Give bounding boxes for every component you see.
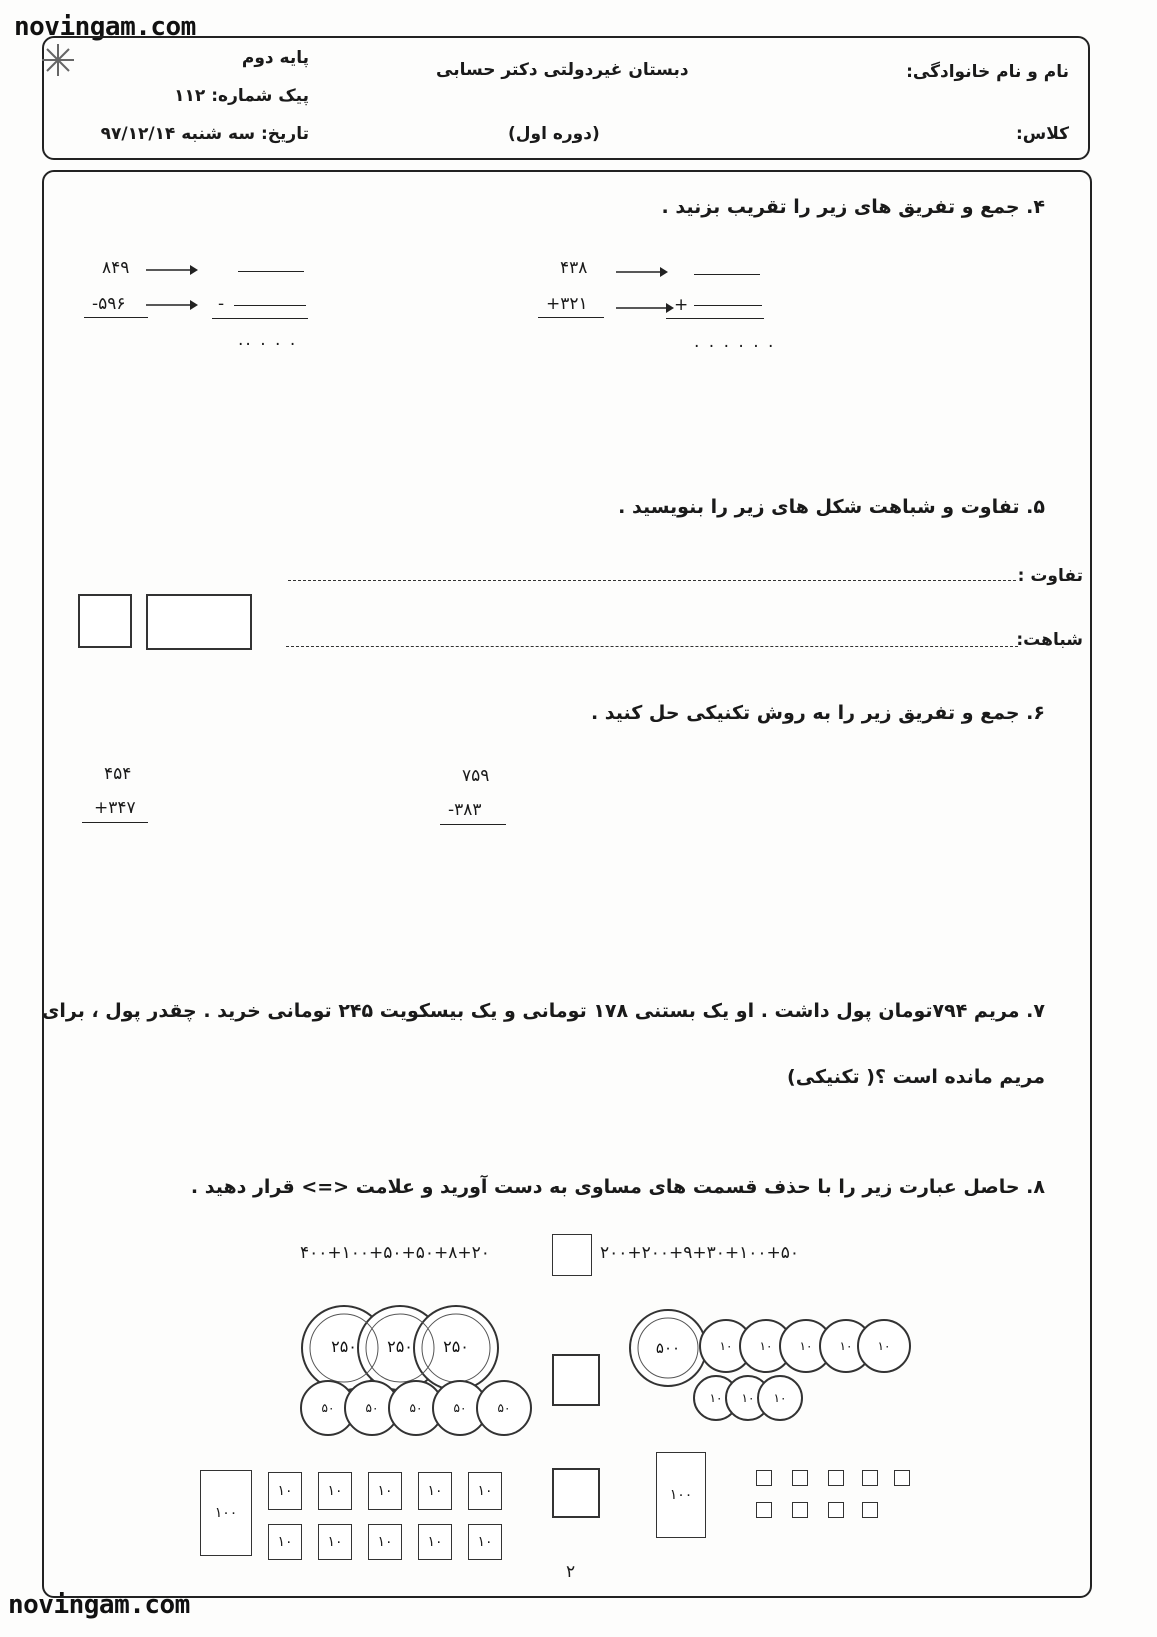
arrow-right-icon bbox=[616, 265, 668, 279]
arrow-right-icon bbox=[146, 263, 198, 277]
q6-left-underline bbox=[82, 822, 148, 823]
ten-block: ۱۰ bbox=[468, 1472, 502, 1510]
unit-block bbox=[828, 1502, 844, 1518]
emblem-icon bbox=[38, 40, 78, 80]
coin-label: ۱۰ bbox=[759, 1339, 773, 1353]
coin-label: ۱۰ bbox=[799, 1339, 813, 1353]
coin-label: ۲۵۰ bbox=[443, 1337, 469, 1356]
date-label: تاریخ: سه شنبه ۹۷/۱۲/۱۴ bbox=[100, 124, 309, 144]
unit-block bbox=[862, 1470, 878, 1486]
coin-label: ۵۰ bbox=[409, 1401, 423, 1415]
coins-left-group bbox=[296, 1300, 536, 1440]
q7-line1: ۷. مریم ۷۹۴تومان پول داشت . او یک بستنی ۱۷۸ تومانی و یک بیسکویت ۲۴۵ تومانی خرید . چقدر پول ، برای bbox=[41, 1000, 1045, 1022]
q4-left-bottom: -۵۹۶ bbox=[92, 294, 126, 314]
watermark-bottom: novingam.com bbox=[8, 1590, 190, 1620]
q4-left-op: - bbox=[218, 294, 225, 314]
coin-label: ۱۰ bbox=[719, 1339, 733, 1353]
coin-label: ۱۰ bbox=[877, 1339, 891, 1353]
unit-block bbox=[828, 1470, 844, 1486]
unit-block bbox=[792, 1502, 808, 1518]
q4-left-result-dots: .. . . . bbox=[238, 330, 298, 350]
unit-block bbox=[894, 1470, 910, 1486]
q8-right-expr: ۲۰۰+۲۰۰+۹+۳۰+۱۰۰+۵۰ bbox=[600, 1243, 800, 1263]
coin-label: ۵۰ bbox=[453, 1401, 467, 1415]
q4-left-answer-underline bbox=[212, 318, 308, 319]
ten-block: ۱۰ bbox=[368, 1524, 402, 1560]
q4-right-op: + bbox=[674, 295, 689, 315]
ten-block: ۱۰ bbox=[418, 1524, 452, 1560]
class-label: کلاس: bbox=[1015, 124, 1069, 144]
q5-prompt: ۵. تفاوت و شباهت شکل های زیر را بنویسید . bbox=[618, 496, 1045, 518]
grade-label: پایه دوم bbox=[241, 48, 309, 68]
q5-similarity-label: شباهت: bbox=[1016, 630, 1083, 650]
ten-block: ۱۰ bbox=[418, 1472, 452, 1510]
coin-label: ۱۰ bbox=[839, 1339, 853, 1353]
compare-box[interactable] bbox=[552, 1234, 592, 1276]
unit-block bbox=[862, 1502, 878, 1518]
q4-right-underline bbox=[538, 317, 604, 318]
q4-left-answer-line bbox=[238, 271, 304, 272]
period-label: (دوره اول) bbox=[508, 124, 600, 144]
q6-left-bottom: +۳۴۷ bbox=[94, 798, 136, 818]
q4-right-top: ۴۳۸ bbox=[560, 258, 588, 278]
ten-block: ۱۰ bbox=[318, 1524, 352, 1560]
coin-label: ۲۵۰ bbox=[331, 1337, 357, 1356]
q8-prompt: ۸. حاصل عبارت زیر را با حذف قسمت های مساوی به دست آورید و علامت <=> قرار دهید . bbox=[190, 1176, 1045, 1198]
school-name: دبستان غیردولتی دکتر حسابی bbox=[436, 60, 689, 80]
ten-block: ۱۰ bbox=[468, 1524, 502, 1560]
watermark-top: novingam.com bbox=[14, 12, 196, 42]
q8-left-expr: ۴۰۰+۱۰۰+۵۰+۵۰+۸+۲۰ bbox=[300, 1243, 490, 1263]
coin-label: ۱۰ bbox=[773, 1391, 787, 1405]
unit-block bbox=[756, 1502, 772, 1518]
q4-left-answer-line bbox=[234, 305, 306, 306]
q6-right-top: ۷۵۹ bbox=[462, 766, 490, 786]
q4-right-answer-underline bbox=[666, 318, 764, 319]
hundred-block: ۱۰۰ bbox=[200, 1470, 252, 1556]
hundred-block: ۱۰۰ bbox=[656, 1452, 706, 1538]
q5-difference-label: تفاوت : bbox=[1017, 566, 1083, 586]
q4-right-result-dots: . . . . . . bbox=[694, 332, 776, 352]
q4-right-answer-line bbox=[694, 274, 760, 275]
coin-label: ۵۰ bbox=[497, 1401, 511, 1415]
ten-block: ۱۰ bbox=[268, 1524, 302, 1560]
coin-label: ۵۰ bbox=[365, 1401, 379, 1415]
coins-right-group bbox=[626, 1306, 912, 1426]
ten-block: ۱۰ bbox=[368, 1472, 402, 1510]
pack-number: پیک شماره: ۱۱۲ bbox=[174, 86, 309, 106]
ten-block: ۱۰ bbox=[318, 1472, 352, 1510]
q6-left-top: ۴۵۴ bbox=[104, 764, 132, 784]
q4-right-bottom: +۳۲۱ bbox=[546, 294, 588, 314]
coin-label: ۲۵۰ bbox=[387, 1337, 413, 1356]
coin-label: ۵۰۰ bbox=[655, 1339, 681, 1357]
q4-prompt: ۴. جمع و تفریق های زیر را تقریب بزنید . bbox=[661, 196, 1045, 218]
unit-block bbox=[792, 1470, 808, 1486]
q6-right-underline bbox=[440, 824, 506, 825]
q7-line2: مریم مانده است ؟( تکنیکی) bbox=[787, 1066, 1045, 1088]
coin-label: ۱۰ bbox=[741, 1391, 755, 1405]
page-number: ۲ bbox=[566, 1562, 576, 1582]
coin-label: ۱۰ bbox=[709, 1391, 723, 1405]
q5-similarity-line bbox=[286, 646, 1018, 647]
arrow-right-icon bbox=[616, 301, 674, 315]
name-label: نام و نام خانوادگی: bbox=[906, 62, 1069, 82]
q6-prompt: ۶. جمع و تفریق زیر را به روش تکنیکی حل کنید . bbox=[590, 702, 1045, 724]
q6-right-bottom: -۳۸۳ bbox=[448, 800, 482, 820]
compare-box[interactable] bbox=[552, 1354, 600, 1406]
q4-left-underline bbox=[84, 317, 148, 318]
q4-right-answer-line bbox=[694, 305, 762, 306]
compare-box[interactable] bbox=[552, 1468, 600, 1518]
shape-square bbox=[78, 594, 132, 648]
ten-block: ۱۰ bbox=[268, 1472, 302, 1510]
coin-label: ۵۰ bbox=[321, 1401, 335, 1415]
q5-difference-line bbox=[288, 580, 1016, 581]
shape-rectangle bbox=[146, 594, 252, 650]
q4-left-top: ۸۴۹ bbox=[102, 258, 130, 278]
unit-block bbox=[756, 1470, 772, 1486]
arrow-right-icon bbox=[146, 298, 198, 312]
